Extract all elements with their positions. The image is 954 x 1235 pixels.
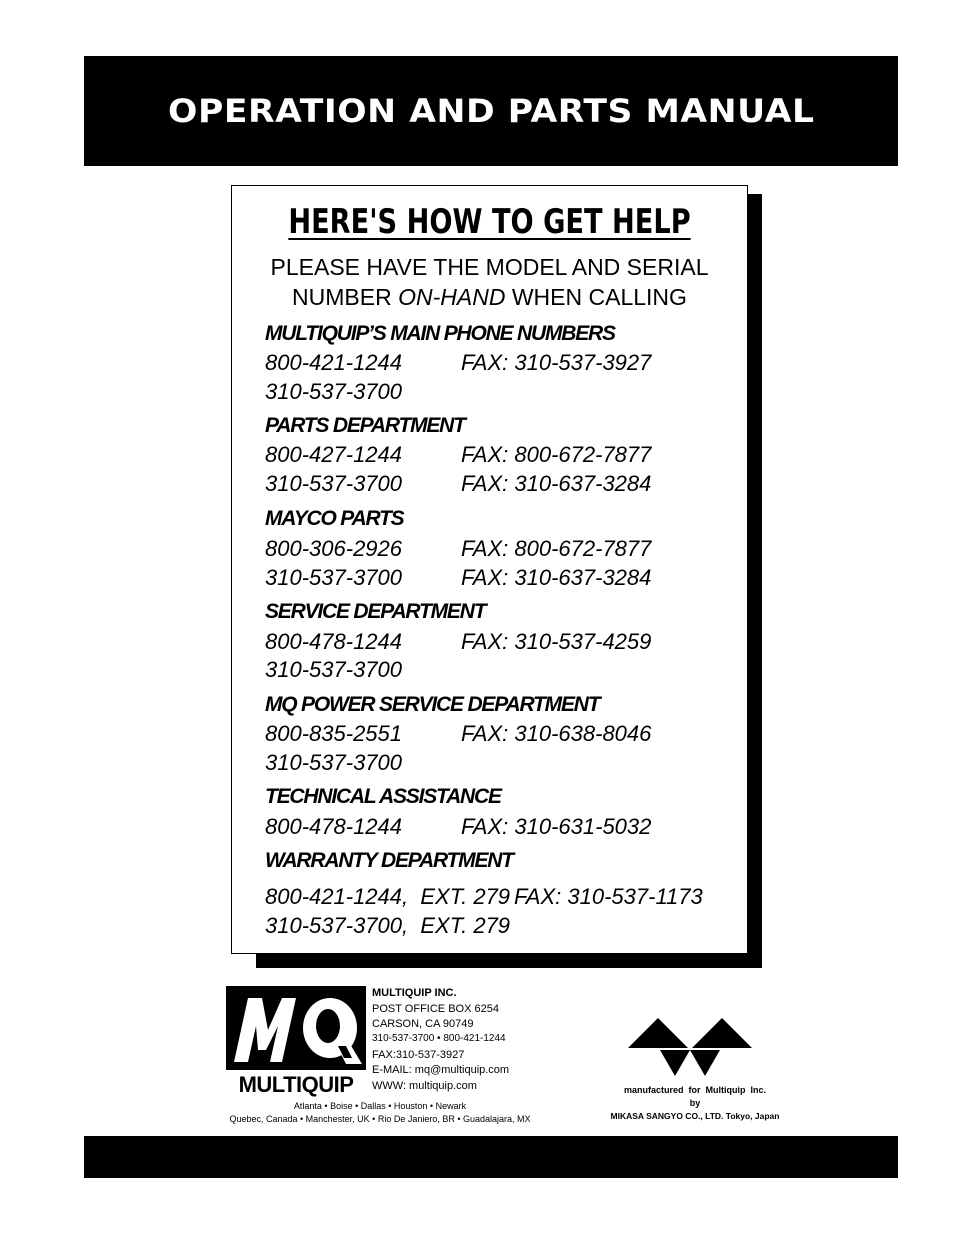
footer-banner bbox=[84, 1136, 898, 1178]
manufacturer-line-2: by bbox=[689, 1098, 701, 1108]
manufacturer-line-1: manufactured for Multiquip Inc. bbox=[623, 1085, 766, 1095]
warranty-phone-2: 310-537-3700, EXT. 279 bbox=[265, 913, 511, 938]
mayco-fax-1: FAX: 800-672-7877 bbox=[461, 536, 652, 561]
warranty-phone-1: 800-421-1244, EXT. 279 bbox=[265, 884, 511, 909]
cities-line-2: Quebec, Canada • Manchester, UK • Rio De Janiero, BR • Guadalajara, MX bbox=[229, 1114, 531, 1124]
parts-phone-2: 310-537-3700 bbox=[265, 471, 403, 496]
address-line-1: POST OFFICE BOX 6254 bbox=[372, 1003, 499, 1015]
address-line-2: CARSON, CA 90749 bbox=[372, 1018, 474, 1030]
parts-phone-1: 800-427-1244 bbox=[265, 442, 403, 467]
dept-main-heading: MULTIQUIP’S MAIN PHONE NUMBERS bbox=[265, 322, 615, 345]
header-banner bbox=[84, 56, 898, 166]
help-subtitle-line1: PLEASE HAVE THE MODEL AND SERIAL bbox=[270, 254, 709, 280]
logo-wordmark: MULTIQUIP bbox=[238, 1072, 354, 1097]
multiquip-logo bbox=[226, 986, 366, 1098]
dept-mqpower-heading: MQ POWER SERVICE DEPARTMENT bbox=[265, 693, 600, 716]
company-name: MULTIQUIP INC. bbox=[372, 987, 457, 999]
mqpower-fax-1: FAX: 310-638-8046 bbox=[461, 721, 652, 746]
mqpower-phone-1: 800-835-2551 bbox=[265, 721, 403, 746]
main-phone-2: 310-537-3700 bbox=[265, 379, 403, 404]
cities-line-1: Atlanta • Boise • Dallas • Houston • Newark bbox=[293, 1101, 467, 1111]
dept-mayco-heading: MAYCO PARTS bbox=[265, 507, 404, 530]
manufacturer-line-3: MIKASA SANGYO CO., LTD. Tokyo, Japan bbox=[610, 1111, 780, 1121]
warranty-fax-1: FAX: 310-537-1173 bbox=[514, 884, 703, 909]
technical-phone-1: 800-478-1244 bbox=[265, 814, 403, 839]
email-line: E-MAIL: mq@multiquip.com bbox=[372, 1064, 510, 1076]
mqpower-phone-2: 310-537-3700 bbox=[265, 750, 403, 775]
dept-parts-heading: PARTS DEPARTMENT bbox=[265, 414, 465, 437]
service-fax-1: FAX: 310-537-4259 bbox=[461, 629, 652, 654]
dept-service-heading: SERVICE DEPARTMENT bbox=[265, 600, 486, 623]
parts-fax-2: FAX: 310-637-3284 bbox=[461, 471, 652, 496]
mayco-fax-2: FAX: 310-637-3284 bbox=[461, 565, 652, 590]
help-box bbox=[231, 185, 748, 954]
help-subtitle-line2: NUMBER ON-HAND WHEN CALLING bbox=[292, 284, 687, 310]
main-fax-1: FAX: 310-537-3927 bbox=[461, 350, 652, 375]
main-phone-1: 800-421-1244 bbox=[265, 350, 403, 375]
mikasa-emblem-icon bbox=[628, 1018, 752, 1078]
parts-fax-1: FAX: 800-672-7877 bbox=[461, 442, 652, 467]
service-phone-1: 800-478-1244 bbox=[265, 629, 403, 654]
service-phone-2: 310-537-3700 bbox=[265, 657, 403, 682]
website-line: WWW: multiquip.com bbox=[372, 1080, 477, 1092]
mayco-phone-1: 800-306-2926 bbox=[265, 536, 403, 561]
technical-fax-1: FAX: 310-631-5032 bbox=[461, 814, 652, 839]
address-line-3: 310-537-3700 • 800-421-1244 bbox=[372, 1033, 506, 1044]
manual-title: OPERATION AND PARTS MANUAL bbox=[167, 92, 815, 130]
dept-technical-heading: TECHNICAL ASSISTANCE bbox=[265, 785, 501, 808]
mayco-phone-2: 310-537-3700 bbox=[265, 565, 403, 590]
help-title: HERE'S HOW TO GET HELP bbox=[288, 202, 691, 242]
dept-warranty-heading: WARRANTY DEPARTMENT bbox=[265, 849, 513, 872]
address-line-4: FAX:310-537-3927 bbox=[372, 1049, 465, 1061]
